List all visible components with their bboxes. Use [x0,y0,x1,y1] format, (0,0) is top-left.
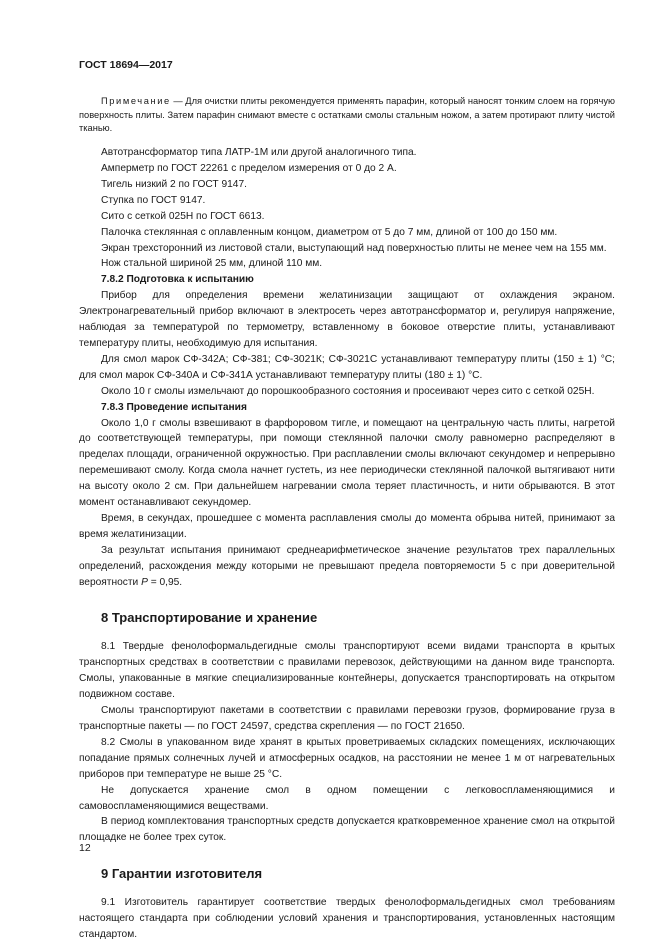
paragraph: Смолы транспортируют пакетами в соответствии с правилами перевозки грузов, формирование груза в транспортные пакеты — по ГОСТ 24597, средства скрепления — по ГОСТ 21650. [79,705,615,733]
section-title-8: 8 Транспортирование и хранение [101,610,318,626]
subsection-title-7-8-2: 7.8.2 Подготовка к испытанию [101,274,254,286]
paragraph: Около 10 г смолы измельчают до порошкообразного состояния и просеивают через сито с сеткой 025Н. [101,385,595,397]
paragraph: Время, в секундах, прошедшее с момента расплавления смолы до момента обрыва нитей, принимают за время желатинизации. [79,512,615,540]
equipment-item: Палочка стеклянная с оплавленным концом, диаметром от 5 до 7 мм, длиной от 100 до 150 мм. [101,226,558,238]
note-text: — Для очистки плиты рекомендуется применять парафин, который наносят тонким слоем на горячую поверхность плиты. Затем парафин снимают вместе с остатками смолы стальным ножом, а затем протирают плиту чистой тканью. [79,96,615,134]
note-label: Примечание [101,96,171,106]
paragraph: Около 1,0 г смолы взвешивают в фарфоровом тигле, и помещают на центральную часть плиты, нагретой до соответствующей температуры, при помощи стеклянной палочки смолу равномерно распределяют в пределах площади, ограниченной окружностью. При расплавлении смолы включают секундомер и непрерывно перемешивают смолу. Когда смола начнет густеть, из нее периодически стеклянной палочкой вытягивают нити на высоту около 2 см. При дальнейшем нагревании смола теряет пластичность, и нити обрываются. В этот момент останавливают секундомер. [79,417,615,509]
paragraph [79,543,615,591]
note-paragraph [79,95,615,136]
equipment-item: Нож стальной шириной 25 мм, длиной 110 мм. [101,258,323,270]
paragraph: 9.1 Изготовитель гарантирует соответствие твердых фенолоформальдегидных смол требованиям настоящего стандарта при соблюдении условий хранения и транспортирования, установленных настоящим стандартом. [79,897,615,941]
page-content [79,95,615,943]
paragraph: Для смол марок СФ-342А; СФ-381; СФ-3021К; СФ-3021С устанавливают температуру плиты (150 ± 1) °С; для смол марок СФ-340А и СФ-341А устанавливают температуру плиты (180 ± 1) °С. [79,353,615,381]
paragraph: Не допускается хранение смол в одном помещении с легковоспламеняющимися и самовоспламеняющимися веществами. [79,784,615,812]
paragraph: В период комплектования транспортных средств допускается кратковременное хранение смол на открытой площадке не более трех суток. [79,816,615,844]
paragraph: Прибор для определения времени желатинизации защищают от охлаждения экраном. Электронагревательный прибор включают в электросеть через автотрансформатор и, регулируя напряжение, наблюдая за температурой по термометру, вставленному в боковое отверстие плиты, устанавливают температуру плиты, необходимую для испытания. [79,290,615,349]
page-number: 12 [79,842,91,854]
paragraph-text: = 0,95. [147,576,183,588]
equipment-item: Сито с сеткой 025Н по ГОСТ 6613. [101,210,265,222]
equipment-item: Амперметр по ГОСТ 22261 с пределом измерения от 0 до 2 А. [101,163,397,175]
equipment-item: Тигель низкий 2 по ГОСТ 9147. [101,178,247,190]
equipment-item: Экран трехсторонний из листовой стали, выступающий над поверхностью плиты не менее чем на 155 мм. [101,242,607,254]
variable-p: P [141,576,148,588]
paragraph-text: За результат испытания принимают среднеарифметическое значение результатов трех параллельных определений, расхождения между которыми не превышают предела повторяемости 5 с при доверительной вероятности [79,544,615,588]
document-header: ГОСТ 18694—2017 [79,59,173,71]
equipment-item: Ступка по ГОСТ 9147. [101,194,206,206]
paragraph: 8.2 Смолы в упакованном виде хранят в крытых проветриваемых складских помещениях, исключающих попадание прямых солнечных лучей и атмосферных осадков, на расстоянии не менее 1 м от нагревательных приборов при температуре не выше 25 °С. [79,736,615,780]
equipment-item: Автотрансформатор типа ЛАТР-1М или другой аналогичного типа. [101,147,417,159]
paragraph: 8.1 Твердые фенолоформальдегидные смолы транспортируют всеми видами транспорта в крытых транспортных средствах в соответствии с правилами перевозок, действующими на данном виде транспорта. Смолы, упакованные в мягкие специализированные контейнеры, допускается транспортировать на открытом подвижном составе. [79,641,615,701]
section-title-9: 9 Гарантии изготовителя [101,866,263,882]
subsection-title-7-8-3: 7.8.3 Проведение испытания [101,401,247,413]
